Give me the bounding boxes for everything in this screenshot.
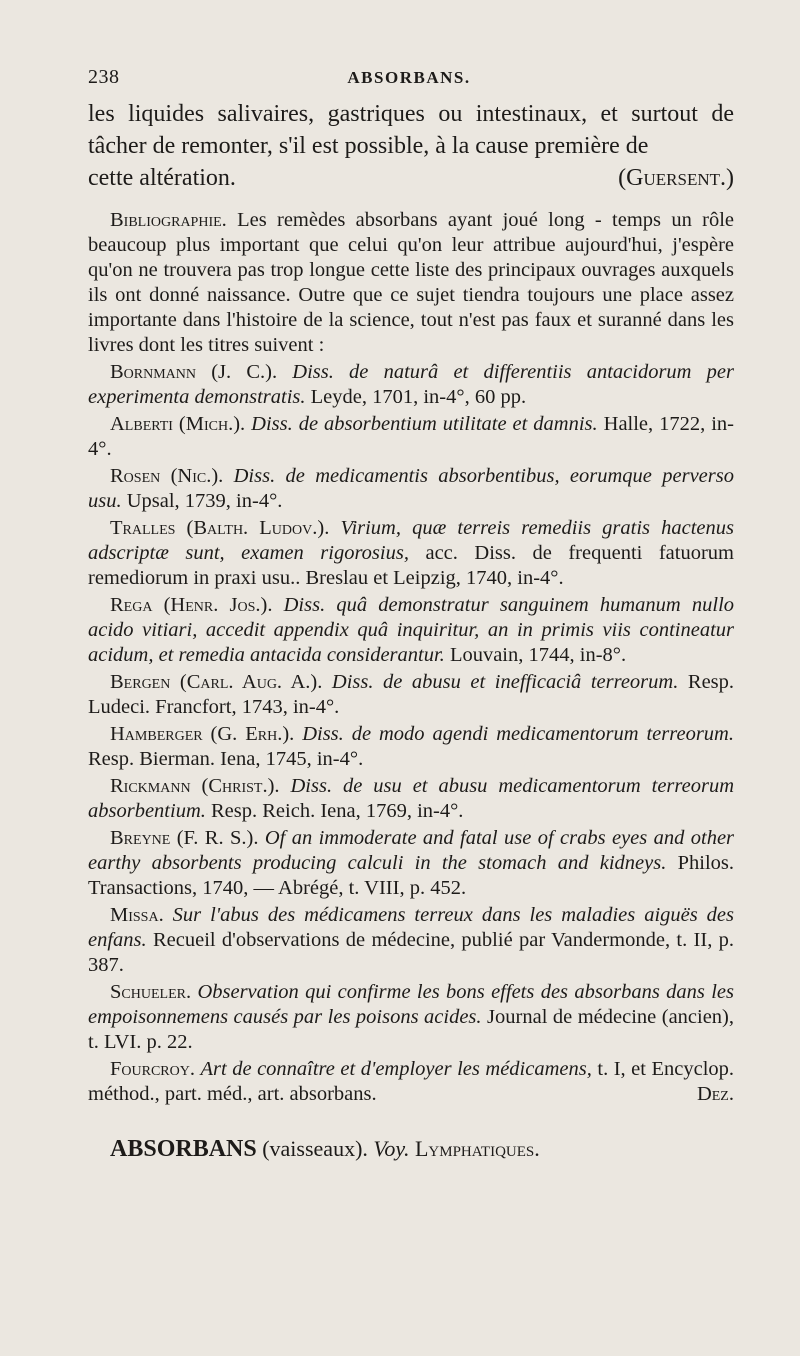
bibliography-intro bbox=[88, 208, 734, 358]
bibliography-entry bbox=[88, 1057, 734, 1107]
entry-title: Virium, quæ terreis remediis gratis hactenus adscriptæ sunt, examen rigorosius, bbox=[88, 517, 734, 564]
bibliography-section bbox=[88, 208, 734, 1107]
bibliography-entry bbox=[88, 903, 734, 978]
entry-title: Art de connaître et d'employer les médicamens, bbox=[200, 1058, 592, 1080]
intro-text-end: cette altération. bbox=[88, 165, 236, 191]
entry-title: Diss. quâ demonstratur sanguinem humanum nullo acido vitiari, accedit appendix quâ inquiritur, an in primis viis contineatur acidum, et remedia antacida considerantur. bbox=[88, 594, 735, 666]
entry-publication: Halle, 1722, in-4°. bbox=[88, 413, 735, 460]
cross-reference-headword: ABSORBANS bbox=[110, 1136, 257, 1162]
entry-author: Schueler. bbox=[110, 981, 192, 1003]
entry-author: Fourcroy. bbox=[110, 1058, 195, 1080]
running-head: ABSORBANS. bbox=[347, 68, 471, 87]
entry-title: Sur l'abus des médicamens terreux dans les maladies aiguës des enfans. bbox=[88, 904, 735, 951]
cross-reference bbox=[88, 1135, 734, 1163]
bibliography-intro-text: Les remèdes absorbans ayant joué long - temps un rôle beaucoup plus important que celui qu'on leur attribue aujourd'hui, j'espère qu'on ne trouvera pas trop longue cette liste des principaux ouvrages auxquels ils ont donné naissance. Outre que ce sujet tiendra toujours une place assez importante dans l'histoire de la science, tout n'est pas faux et suranné dans les livres dont les titres suivent : bbox=[88, 209, 734, 356]
entry-author: Bornmann (J. C.). bbox=[110, 361, 278, 383]
entry-publication: Resp. Bierman. Iena, 1745, in-4°. bbox=[88, 748, 364, 770]
intro-closing-line bbox=[88, 162, 734, 194]
entry-author: Breyne (F. R. S.). bbox=[110, 827, 259, 849]
cross-reference-paren: (vaisseaux). bbox=[262, 1136, 368, 1161]
entry-author: Missa. bbox=[110, 904, 164, 926]
bibliography-entry bbox=[88, 593, 734, 668]
entry-publication: t. I, et Encyclop. méthod., part. méd., art. absorbans. bbox=[88, 1058, 735, 1105]
bibliography-entry bbox=[88, 670, 734, 720]
intro-text: les liquides salivaires, gastriques ou intestinaux, et surtout de tâcher de remonter, s'il est possible, à la cause première de bbox=[88, 101, 734, 159]
bibliography-entry bbox=[88, 360, 734, 410]
entry-publication: Resp. Reich. Iena, 1769, in-4°. bbox=[211, 800, 464, 822]
bibliography-entry bbox=[88, 774, 734, 824]
intro-author: (Guersent.) bbox=[618, 165, 734, 191]
cross-reference-voy: Voy. bbox=[373, 1136, 410, 1161]
bibliography-label: Bibliographie. bbox=[110, 209, 227, 231]
entry-title: Diss. de medicamentis absorbentibus, eorumque perverso usu. bbox=[88, 465, 734, 512]
page-number: 238 bbox=[88, 66, 120, 88]
entry-title: Diss. de absorbentium utilitate et damnis. bbox=[251, 413, 598, 435]
bibliography-entry bbox=[88, 516, 734, 591]
entry-signature: Dez. bbox=[696, 1083, 734, 1105]
entry-author: Hamberger (G. Erh.). bbox=[110, 723, 295, 745]
entry-publication: Upsal, 1739, in-4°. bbox=[126, 490, 283, 512]
entry-author: Tralles (Balth. Ludov.). bbox=[110, 517, 330, 539]
entry-publication: Leyde, 1701, in-4°, 60 pp. bbox=[310, 386, 527, 408]
entry-publication: Recueil d'observations de médecine, publié par Vandermonde, t. II, p. 387. bbox=[88, 929, 735, 976]
entry-publication: acc. Diss. de frequenti fatuorum remediorum in praxi usu.. Breslau et Leipzig, 1740, in-4°. bbox=[88, 542, 735, 589]
entry-publication: Louvain, 1744, in-8°. bbox=[449, 644, 627, 666]
bibliography-entry bbox=[88, 464, 734, 514]
entry-publication: Resp. Ludeci. Francfort, 1743, in-4°. bbox=[88, 671, 735, 718]
entry-title: Observation qui confirme les bons effets des absorbans dans les empoisonnemens causés par les poisons acides. bbox=[88, 981, 734, 1028]
entry-author: Rosen (Nic.). bbox=[110, 465, 224, 487]
page-body bbox=[88, 98, 734, 1163]
entry-author: Rega (Henr. Jos.). bbox=[110, 594, 273, 616]
entry-author: Bergen (Carl. Aug. A.). bbox=[110, 671, 323, 693]
entry-title: Diss. de naturâ et differentiis antacidorum per experimenta demonstratis. bbox=[88, 361, 734, 408]
entry-publication: Philos. Transactions, 1740, — Abrégé, t. VIII, p. 452. bbox=[88, 852, 735, 899]
entry-title: Diss. de usu et abusu medicamentorum terreorum absorbentium. bbox=[88, 775, 734, 822]
bibliography-entries bbox=[88, 360, 734, 1055]
bibliography-entry bbox=[88, 826, 734, 901]
page-header bbox=[88, 66, 730, 96]
entry-title: Diss. de modo agendi medicamentorum terreorum. bbox=[302, 723, 734, 745]
bibliography-entry bbox=[88, 722, 734, 772]
entry-title: Of an immoderate and fatal use of crabs eyes and other earthy absorbents producing calculi in the stomach and kidneys. bbox=[88, 827, 735, 874]
entry-author: Alberti (Mich.). bbox=[110, 413, 246, 435]
entry-author: Rickmann (Christ.). bbox=[110, 775, 280, 797]
bibliography-entry bbox=[88, 980, 734, 1055]
bibliography-entry bbox=[88, 412, 734, 462]
cross-reference-target: Lymphatiques. bbox=[414, 1136, 540, 1161]
entry-title: Diss. de abusu et inefficaciâ terreorum. bbox=[331, 671, 679, 693]
intro-paragraph bbox=[88, 98, 734, 194]
entry-publication: Journal de médecine (ancien), t. LVI. p. 22. bbox=[88, 1006, 735, 1053]
